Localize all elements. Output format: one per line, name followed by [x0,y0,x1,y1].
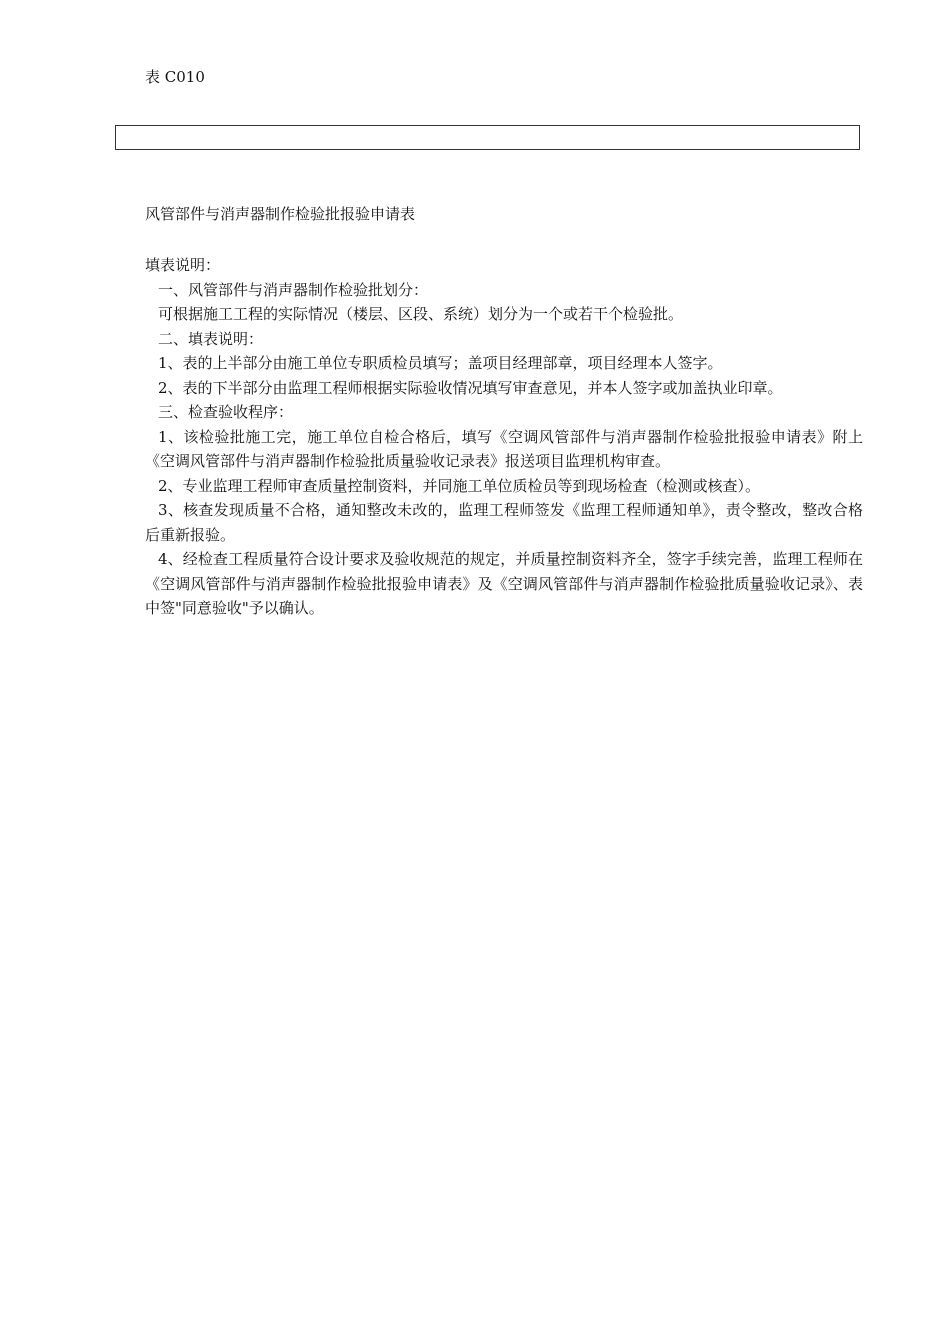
section3-item-4: 4、经检查工程质量符合设计要求及验收规范的规定，并质量控制资料齐全，签字手续完善，监理工程师在《空调风管部件与消声器制作检验批报验申请表》及《空调风管部件与消声器制作检验批质量验收记录》、表中签"同意验收"予以确认。 [145,550,863,617]
section3-item-2: 2、专业监理工程师审查质量控制资料，并同施工单位质检员等到现场检查（检测或核查）。 [158,476,761,495]
section2-item-1: 1、表的上半部分由施工单位专职质检员填写；盖项目经理部章，项目经理本人签字。 [158,354,723,372]
instructions [145,253,863,621]
section2-item-2: 2、表的下半部分由监理工程师根据实际验收情况填写审查意见，并本人签字或加盖执业印章。 [158,378,783,397]
document-title: 风管部件与消声器制作检验批报验申请表 [145,205,416,223]
section3-heading: 三、检查验收程序： [158,403,294,421]
section1-heading: 一、风管部件与消声器制作检验批划分： [158,280,429,299]
header-box [115,125,860,150]
section2-heading: 二、填表说明： [158,329,264,348]
section3-item-3: 3、核查发现质量不合格，通知整改未改的，监理工程师签发《监理工程师通知单》，责令整改，整改合格后重新报验。 [145,501,863,544]
section3-item-1: 1、该检验批施工完，施工单位自检合格后，填写《空调风管部件与消声器制作检验批报验申请表》附上《空调风管部件与消声器制作检验批质量验收记录表》报送项目监理机构审查。 [145,427,863,470]
form-code: 表 C010 [145,68,205,86]
instructions-heading: 填表说明： [145,256,221,274]
section1-text: 可根据施工工程的实际情况（楼层、区段、系统）划分为一个或若干个检验批。 [158,305,684,323]
